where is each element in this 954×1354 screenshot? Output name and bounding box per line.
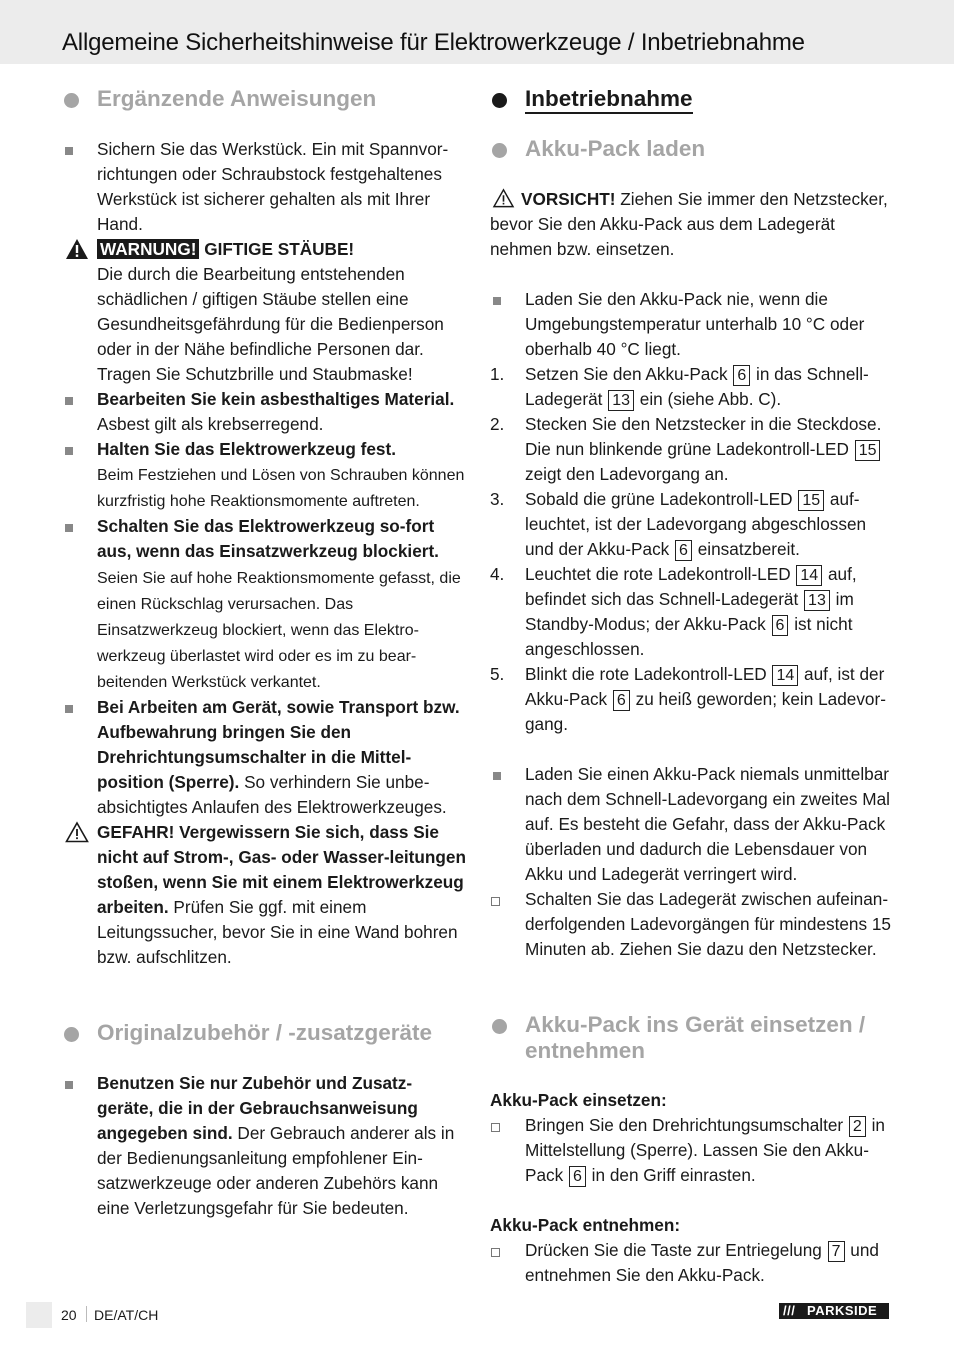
danger-notice-lines: [62, 820, 467, 970]
step-text: Blinkt die rote Ladekontroll-LED: [525, 664, 772, 684]
step-number: 4.: [490, 564, 505, 584]
part-reference: 15: [798, 490, 824, 511]
part-reference: 6: [772, 615, 789, 636]
part-reference: 14: [772, 665, 798, 686]
bullet-bold-text: Benutzen Sie nur Zubehör und Zusatz-geräte, die in der Gebrauchsanweisung angegeben sind.: [97, 1073, 418, 1143]
part-reference: 2: [849, 1116, 866, 1137]
bullet-text: Drücken Sie die Taste zur Entriegelung: [525, 1240, 827, 1260]
page-title: Allgemeine Sicherheitshinweise für Elektrowerkzeuge / Inbetriebnahme: [62, 29, 805, 56]
part-reference: 14: [796, 565, 822, 586]
bullet-dot-icon: [492, 93, 507, 108]
open-square-bullet-icon: [491, 1123, 500, 1132]
step-4: [490, 562, 894, 662]
section-heading-originalzubehor: [62, 1020, 467, 1046]
section-heading-text: Akku-Pack ins Gerät einsetzen / entnehmen: [525, 1012, 866, 1063]
bullet-text: Seien Sie auf hohe Reaktionsmomente gefasst, die einen Rückschlag verursachen. Das Einsatzwerkzeug blockiert, wenn das Elektro-werkzeug überlastet wird oder es im zu bear-beitenden Werkstück verkantet.: [97, 570, 461, 691]
bullet-text: Schalten Sie das Ladegerät zwischen aufeinan-derfolgenden Ladevorgängen für mindestens 15 Minuten ab. Ziehen Sie dazu den Netzstecker.: [525, 889, 891, 959]
step-2: [490, 412, 894, 487]
bullet-bold-text: Bei Arbeiten am Gerät, sowie Transport bzw. Aufbewahrung bringen Sie den Drehrichtungsumschalter in die Mittel-position (Sperre).: [97, 697, 460, 792]
step-text: Leuchtet die rote Ladekontroll-LED: [525, 564, 796, 584]
open-square-bullet-icon: [491, 897, 500, 906]
bullet-text: in Mittelstellung (Sperre). Lassen Sie den Akku-Pack: [525, 1115, 885, 1185]
step-text: Stecken Sie den Netzstecker in die Steckdose. Die nun blinkende grüne Ladekontroll-LED: [525, 414, 882, 459]
section-heading-akku-einsetzen-entnehmen: [490, 1012, 894, 1064]
right-column: [490, 80, 894, 1288]
section-heading-inbetriebnahme: [490, 86, 894, 112]
step-text: Sobald die grüne Ladekontroll-LED: [525, 489, 798, 509]
bullet-text: Der Gebrauch anderer als in der Bedienungsanleitung empfohlener Ein-satzwerkzeuge oder anderen Zubehörs kann eine Verletzungsgefahr für Sie bedeuten.: [97, 1123, 455, 1218]
part-reference: 13: [804, 590, 830, 611]
step-number: 1.: [490, 364, 505, 384]
warning-title: GIFTIGE STÄUBE!: [199, 239, 355, 259]
caution-notice: [490, 187, 894, 262]
danger-text: Prüfen Sie ggf. mit einem Leitungssucher, bevor Sie in eine Wand bohren bzw. aufschlitzen.: [97, 897, 458, 967]
part-reference: 6: [569, 1166, 586, 1187]
caution-text: Ziehen Sie immer den Netzstecker, bevor Sie den Akku-Pack aus dem Ladegerät nehmen bzw. einsetzen.: [490, 189, 888, 259]
square-bullet-icon: [65, 397, 73, 405]
square-bullet-icon: [65, 447, 73, 455]
square-bullet-icon: [65, 147, 73, 155]
step-text: ein (siehe Abb. C).: [634, 389, 782, 409]
bullet-item-hold-tool: [62, 437, 467, 514]
bullet-dot-icon: [492, 1019, 507, 1034]
step-text: zu heiß geworden; kein Ladevor-gang.: [525, 689, 886, 734]
country-codes: DE/AT/CH: [94, 1307, 159, 1323]
open-square-bullet-icon: [491, 1248, 500, 1257]
step-1: [490, 362, 894, 412]
bullet-bold-text: Schalten Sie das Elektrowerkzeug so-fort aus, wenn das Einsatzwerkzeug blockiert.: [97, 516, 439, 561]
step-number: 3.: [490, 489, 505, 509]
footer-marker: [26, 1302, 52, 1328]
left-column: [62, 80, 467, 1221]
subheading-remove: Akku-Pack entnehmen:: [490, 1215, 681, 1235]
step-text: Setzen Sie den Akku-Pack: [525, 364, 733, 384]
square-bullet-icon: [493, 297, 501, 305]
bullet-text: Sichern Sie das Werkstück. Ein mit Spannvor-richtungen oder Schraubstock festgehaltenes Werkstück ist sicherer gehalten als mit Ihrer Hand.: [97, 139, 449, 234]
square-bullet-icon: [65, 1081, 73, 1089]
bullet-text: So verhindern Sie unbe-absichtigtes Anlaufen des Elektrowerkzeuges.: [97, 772, 447, 817]
subheading-insert: Akku-Pack einsetzen:: [490, 1090, 667, 1110]
warning-triangle-outline-icon: [65, 821, 89, 843]
footer-divider: [86, 1306, 87, 1322]
bullet-item-temperature: [490, 287, 894, 362]
section-heading-text: Originalzubehör / -zusatzgeräte: [97, 1020, 433, 1045]
square-bullet-icon: [493, 772, 501, 780]
step-3: [490, 487, 894, 562]
warning-triangle-outline-icon: [492, 188, 515, 208]
part-reference: 6: [675, 540, 692, 561]
warning-text: Die durch die Bearbeitung entstehenden schädlichen / giftigen Stäube stellen eine Gesundheitsgefährdung für die Bedienperson oder in der Nähe befindliche Personen dar. Tragen Sie Schutzbrille und Staubmaske!: [97, 264, 444, 384]
bullet-text: Beim Festziehen und Lösen von Schrauben können kurzfristig hohe Reaktionsmomente auftreten.: [97, 467, 465, 510]
step-text: in das Schnell-Ladegerät: [525, 364, 869, 409]
step-text: einsatzbereit.: [692, 539, 800, 559]
bullet-item-remove: [490, 1238, 894, 1288]
step-number: 5.: [490, 664, 505, 684]
section-heading-akku-pack-laden: [490, 136, 894, 162]
brand-name: PARKSIDE: [807, 1303, 878, 1318]
bullet-item-asbestos: [62, 387, 467, 437]
section-heading-text: Inbetriebnahme: [525, 86, 693, 114]
step-text: im Standby-Modus; der Akku-Pack: [525, 589, 854, 634]
part-reference: 15: [855, 440, 881, 461]
section-heading-text: Ergänzende Anweisungen: [97, 86, 377, 111]
bullet-item-secure-workpiece: [62, 137, 467, 237]
bullet-item-direction-switch: [62, 695, 467, 820]
step-number: 2.: [490, 414, 505, 434]
bullet-dot-icon: [64, 1027, 79, 1042]
part-reference: 6: [613, 690, 630, 711]
step-text: zeigt den Ladevorgang an.: [525, 464, 729, 484]
warning-triangle-filled-icon: [65, 238, 89, 260]
warning-label: WARNUNG!: [97, 239, 199, 259]
bullet-item-switch-off: [62, 514, 467, 695]
square-bullet-icon: [65, 705, 73, 713]
bullet-text: und entnehmen Sie den Akku-Pack.: [525, 1240, 879, 1285]
part-reference: 13: [608, 390, 634, 411]
section-heading-text: Akku-Pack laden: [525, 136, 706, 161]
step-text: auf-leuchtet, ist der Ladevorgang abgeschlossen und der Akku-Pack: [525, 489, 867, 559]
bullet-text: Asbest gilt als krebserregend.: [97, 414, 324, 434]
part-reference: 7: [828, 1241, 845, 1262]
bullet-text: Bringen Sie den Drehrichtungsumschalter: [525, 1115, 848, 1135]
caution-label: VORSICHT!: [521, 189, 616, 209]
step-text: auf, befindet sich das Schnell-Ladegerät: [525, 564, 857, 609]
step-text: auf, ist der Akku-Pack: [525, 664, 885, 709]
page-number: 20: [61, 1307, 77, 1323]
bullet-item-accessories: [62, 1071, 467, 1221]
bullet-text: Laden Sie einen Akku-Pack niemals unmittelbar nach dem Schnell-Ladevorgang ein zweites Mal auf. Es besteht die Gefahr, dass der Akku-Pack überladen und dadurch die Lebensdauer von Akku und Ladegerät verringert wird.: [525, 764, 890, 884]
bullet-dot-icon: [492, 143, 507, 158]
bullet-item-no-double-charge: [490, 762, 894, 887]
bullet-text: in den Griff einrasten.: [586, 1165, 756, 1185]
part-reference: 6: [733, 365, 750, 386]
section-heading-erganzende-anweisungen: [62, 86, 467, 112]
square-bullet-icon: [65, 524, 73, 532]
step-5: [490, 662, 894, 737]
bullet-bold-text: Halten Sie das Elektrowerkzeug fest.: [97, 439, 396, 459]
danger-bold-text: GEFAHR! Vergewissern Sie sich, dass Sie nicht auf Strom-, Gas- oder Wasser-leitungen stoßen, wenn Sie mit einem Elektrowerkzeug arbeiten.: [97, 822, 466, 917]
bullet-text: Laden Sie den Akku-Pack nie, wenn die Umgebungstemperatur unterhalb 10 °C oder oberhalb 40 °C liegt.: [525, 289, 865, 359]
warning-toxic-dust: [62, 237, 467, 387]
bullet-item-insert: [490, 1113, 894, 1188]
bullet-item-pause-charger: [490, 887, 894, 962]
brand-slashes: ///: [783, 1303, 796, 1318]
brand-logo: [779, 1303, 889, 1319]
step-text: ist nicht angeschlossen.: [525, 614, 853, 659]
bullet-bold-text: Bearbeiten Sie kein asbesthaltiges Material.: [97, 389, 455, 409]
bullet-dot-icon: [64, 93, 79, 108]
